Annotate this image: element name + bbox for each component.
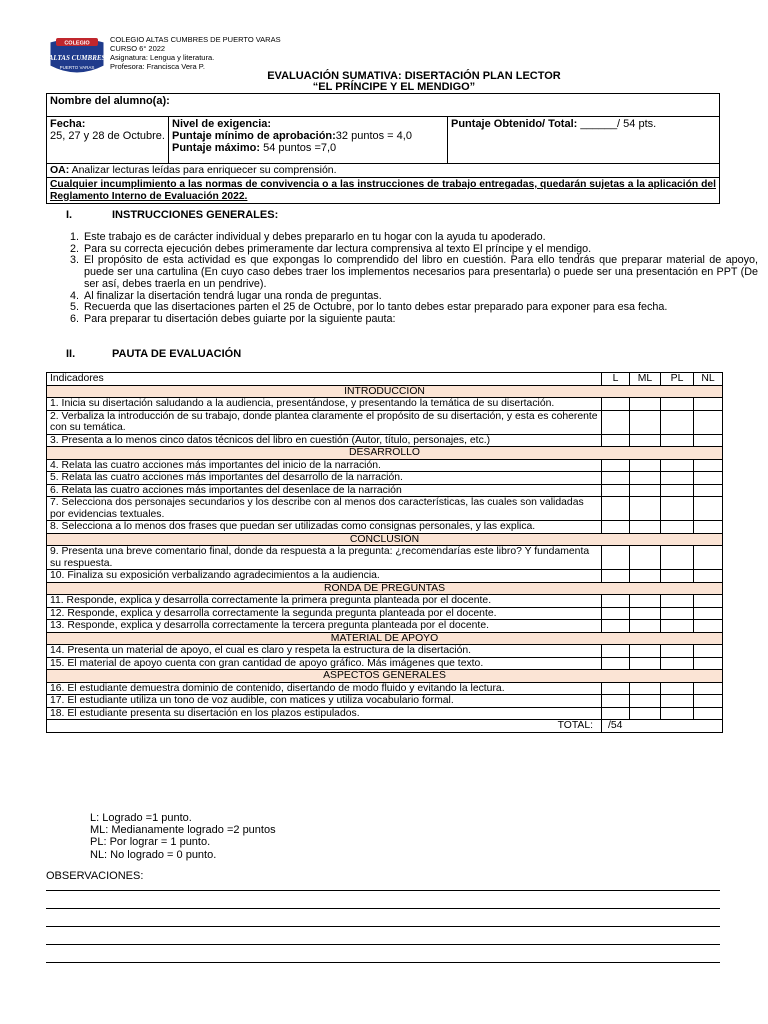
score-cell-ml[interactable]: [630, 645, 661, 658]
teacher: Profesora: Francisca Vera P.: [110, 62, 205, 71]
score-cell-l[interactable]: [602, 707, 630, 720]
rubric-indicator-row: [47, 607, 723, 620]
instruction-item: 6. Para preparar tu disertación debes guiarte por la siguiente pauta:: [82, 314, 758, 326]
subject: Asignatura: Lengua y literatura.: [110, 53, 215, 62]
indicator-text: 12. Responde, explica y desarrolla correctamente la segunda pregunta planteada por el docente.: [47, 607, 602, 620]
score-cell-ml[interactable]: [630, 546, 661, 570]
col-pl-header: PL: [661, 373, 694, 386]
school-header: [110, 35, 281, 71]
indicator-text: 5. Relata las cuatro acciones más importantes del desarrollo de la narración.: [47, 472, 602, 485]
document-title: EVALUACIÓN SUMATIVA: DISERTACIÓN PLAN LECTOR: [267, 70, 561, 82]
observation-line[interactable]: [46, 944, 720, 945]
instruction-item: 4. Al finalizar la disertación tendrá lugar una ronda de preguntas.: [82, 291, 758, 303]
score-cell-nl[interactable]: [694, 484, 723, 497]
score-cell-ml[interactable]: [630, 459, 661, 472]
rubric-category-title: CONCLUSIÓN: [47, 533, 723, 546]
score-cell-ml[interactable]: [630, 434, 661, 447]
instructions-list: [46, 232, 758, 326]
rubric-indicator-row: [47, 707, 723, 720]
score-cell-l[interactable]: [602, 570, 630, 583]
score-cell-l[interactable]: [602, 434, 630, 447]
legend-item: ML: Medianamente logrado =2 puntos: [90, 824, 276, 837]
score-cell-pl[interactable]: [661, 497, 694, 521]
student-name-field[interactable]: Nombre del alumno(a):: [47, 94, 720, 117]
rubric-indicator-row: [47, 484, 723, 497]
score-cell-l[interactable]: [602, 620, 630, 633]
requirement-cell: [169, 117, 448, 164]
min-score-label: Puntaje mínimo de aprobación:: [172, 130, 336, 142]
indicator-text: 18. El estudiante presenta su disertación en los plazos estipulados.: [47, 707, 602, 720]
indicator-text: 17. El estudiante utiliza un tono de voz audible, con matices y utiliza vocabulario formal.: [47, 695, 602, 708]
score-cell-l[interactable]: [602, 607, 630, 620]
rubric-table: [46, 372, 723, 733]
section-rubric-heading: [66, 348, 241, 360]
rubric-category-title: ASPECTOS GENERALES: [47, 670, 723, 683]
date-label: Fecha:: [50, 118, 86, 130]
rubric-indicator-row: [47, 620, 723, 633]
section-number: I.: [66, 209, 73, 221]
score-cell-pl[interactable]: [661, 472, 694, 485]
max-score-value: 54 puntos =7,0: [260, 142, 337, 154]
rubric-indicator-row: [47, 521, 723, 534]
svg-text:ALTAS CUMBRES: ALTAS CUMBRES: [48, 54, 106, 62]
score-cell-pl[interactable]: [661, 682, 694, 695]
score-cell-l[interactable]: [602, 484, 630, 497]
score-cell-pl[interactable]: [661, 484, 694, 497]
score-cell-ml[interactable]: [630, 707, 661, 720]
score-cell-pl[interactable]: [661, 620, 694, 633]
rubric-indicator-row: [47, 497, 723, 521]
rubric-category-row: [47, 582, 723, 595]
score-cell-nl[interactable]: [694, 595, 723, 608]
indicator-text: 11. Responde, explica y desarrolla correctamente la primera pregunta planteada por el docente.: [47, 595, 602, 608]
score-cell-ml[interactable]: [630, 607, 661, 620]
indicator-text: 16. El estudiante demuestra dominio de contenido, disertando de modo fluido y evitando la lectura.: [47, 682, 602, 695]
score-cell-nl[interactable]: [694, 497, 723, 521]
col-l-header: L: [602, 373, 630, 386]
indicator-text: 14. Presenta un material de apoyo, el cual es claro y respeta la estructura de la disertación.: [47, 645, 602, 658]
instruction-item: 3. El propósito de esta actividad es que expongas lo comprendido del libro en cuestión. Para ello tendrás que preparar material de apoyo, puede ser una cartulina (En cuyo caso debes traer los implementos necesarios para presentarla) o puede ser una presentación en PPT (De ser así, debes traerla en un pendrive).: [82, 255, 758, 290]
score-cell-ml[interactable]: [630, 657, 661, 670]
score-cell-l[interactable]: [602, 521, 630, 534]
score-cell-nl[interactable]: [694, 472, 723, 485]
score-legend: [90, 812, 276, 861]
score-cell-ml[interactable]: [630, 497, 661, 521]
score-cell-nl[interactable]: [694, 707, 723, 720]
rubric-indicator-row: [47, 459, 723, 472]
score-cell-pl[interactable]: [661, 410, 694, 434]
legend-item: L: Logrado =1 punto.: [90, 812, 192, 824]
rubric-category-row: [47, 632, 723, 645]
score-cell-nl[interactable]: [694, 398, 723, 411]
date-value: 25, 27 y 28 de Octubre.: [50, 130, 165, 142]
level-label: Nivel de exigencia:: [172, 118, 272, 130]
total-label: TOTAL:: [47, 720, 602, 733]
svg-text:COLEGIO: COLEGIO: [64, 40, 90, 47]
indicator-text: 8. Selecciona a lo menos dos frases que puedan ser utilizadas como consignas personales, y las explica.: [47, 521, 602, 534]
rubric-category-row: [47, 533, 723, 546]
score-cell-pl[interactable]: [661, 546, 694, 570]
oa-row: [47, 164, 720, 178]
rubric-indicator-row: [47, 682, 723, 695]
rubric-category-title: INTRODUCCIÓN: [47, 385, 723, 398]
score-cell-ml[interactable]: [630, 595, 661, 608]
score-cell-pl[interactable]: [661, 607, 694, 620]
indicator-text: 13. Responde, explica y desarrolla correctamente la tercera pregunta planteada por el docente.: [47, 620, 602, 633]
rubric-category-title: RONDA DE PREGUNTAS: [47, 582, 723, 595]
score-cell-pl[interactable]: [661, 398, 694, 411]
oa-value: Analizar lecturas leídas para enriquecer su comprensión.: [69, 164, 337, 176]
rubric-indicator-row: [47, 570, 723, 583]
rubric-header-row: [47, 373, 723, 386]
rubric-indicator-row: [47, 657, 723, 670]
score-cell-nl[interactable]: [694, 620, 723, 633]
score-cell-l[interactable]: [602, 459, 630, 472]
indicator-text: 1. Inicia su disertación saludando a la audiencia, presentándose, y presentando la temática de su disertación.: [47, 398, 602, 411]
indicator-text: 9. Presenta una breve comentario final, donde da respuesta a la pregunta: ¿recomendarías este libro? Y fundamenta su respuesta.: [47, 546, 602, 570]
score-cell-pl[interactable]: [661, 459, 694, 472]
rubric-category-title: MATERIAL DE APOYO: [47, 632, 723, 645]
total-value[interactable]: /54: [602, 720, 723, 733]
rubric-indicator-row: [47, 398, 723, 411]
score-cell-ml[interactable]: [630, 570, 661, 583]
warning-note: Cualquier incumplimiento a las normas de convivencia o a las instrucciones de trabajo entregadas, quedarán sujetas a la aplicación del Reglamento Interno de Evaluación 2022.: [47, 178, 720, 204]
oa-label: OA:: [50, 164, 70, 176]
score-cell-ml[interactable]: [630, 521, 661, 534]
score-cell-ml[interactable]: [630, 682, 661, 695]
section-title: INSTRUCCIONES GENERALES:: [112, 209, 279, 221]
rubric-indicator-row: [47, 546, 723, 570]
score-cell-l[interactable]: [602, 645, 630, 658]
svg-text:PUERTO VARAS: PUERTO VARAS: [59, 65, 95, 70]
score-cell-ml[interactable]: [630, 410, 661, 434]
score-cell-nl[interactable]: [694, 607, 723, 620]
course: CURSO 6° 2022: [110, 44, 166, 53]
col-nl-header: NL: [694, 373, 723, 386]
score-cell-l[interactable]: [602, 497, 630, 521]
rubric-category-row: [47, 385, 723, 398]
indicators-header: Indicadores: [47, 373, 602, 386]
instruction-item: 2. Para su correcta ejecución debes primeramente dar lectura comprensiva al texto El príncipe y el mendigo.: [82, 244, 758, 256]
score-cell-ml[interactable]: [630, 398, 661, 411]
score-cell-pl[interactable]: [661, 595, 694, 608]
instruction-item: 1. Este trabajo es de carácter individual y debes prepararlo en tu hogar con la ayuda tu apoderado.: [82, 232, 758, 244]
score-cell-pl[interactable]: [661, 657, 694, 670]
score-cell-ml[interactable]: [630, 484, 661, 497]
legend-item: PL: Por lograr = 1 punto.: [90, 836, 211, 849]
score-cell-nl[interactable]: [694, 695, 723, 708]
rubric-category-row: [47, 670, 723, 683]
indicator-text: 15. El material de apoyo cuenta con gran cantidad de apoyo gráfico. Más imágenes que texto.: [47, 657, 602, 670]
indicator-text: 4. Relata las cuatro acciones más importantes del inicio de la narración.: [47, 459, 602, 472]
score-cell[interactable]: [448, 117, 720, 164]
score-cell-l[interactable]: [602, 472, 630, 485]
score-cell-nl[interactable]: [694, 682, 723, 695]
score-cell-ml[interactable]: [630, 472, 661, 485]
indicator-text: 3. Presenta a lo menos cinco datos técnicos del libro en cuestión (Autor, título, personajes, etc.): [47, 434, 602, 447]
rubric-indicator-row: [47, 410, 723, 434]
observations-label: OBSERVACIONES:: [46, 870, 144, 882]
score-cell-ml[interactable]: [630, 695, 661, 708]
student-info-table: [46, 93, 720, 204]
score-cell-l[interactable]: [602, 695, 630, 708]
score-cell-nl[interactable]: [694, 645, 723, 658]
score-cell-l[interactable]: [602, 410, 630, 434]
document-subtitle: “EL PRÍNCIPE Y EL MENDIGO”: [312, 81, 476, 93]
score-cell-pl[interactable]: [661, 707, 694, 720]
instruction-item: 5. Recuerda que las disertaciones parten el 25 de Octubre, por lo tanto debes estar preparado para exponer para esa fecha.: [82, 302, 758, 314]
rubric-indicator-row: [47, 595, 723, 608]
score-label: Puntaje Obtenido/ Total:: [451, 118, 578, 130]
indicator-text: 10. Finaliza su exposición verbalizando agradecimientos a la audiencia.: [47, 570, 602, 583]
rubric-category-row: [47, 447, 723, 460]
score-cell-l[interactable]: [602, 682, 630, 695]
score-cell-l[interactable]: [602, 657, 630, 670]
rubric-indicator-row: [47, 645, 723, 658]
score-cell-l[interactable]: [602, 595, 630, 608]
observation-line[interactable]: [46, 962, 720, 963]
score-cell-pl[interactable]: [661, 434, 694, 447]
rubric-indicator-row: [47, 472, 723, 485]
observation-line[interactable]: [46, 890, 720, 891]
score-cell-l[interactable]: [602, 398, 630, 411]
indicator-text: 6. Relata las cuatro acciones más importantes del desenlace de la narración: [47, 484, 602, 497]
observation-line[interactable]: [46, 926, 720, 927]
score-cell-nl[interactable]: [694, 521, 723, 534]
score-value: ______/ 54 pts.: [577, 118, 657, 130]
section-instructions-heading: [66, 209, 278, 221]
section-number: II.: [66, 348, 76, 360]
max-score-label: Puntaje máximo:: [172, 142, 261, 154]
date-cell: [47, 117, 169, 164]
score-cell-nl[interactable]: [694, 657, 723, 670]
min-score-value: 32 puntos = 4,0: [335, 130, 412, 142]
rubric-indicator-row: [47, 695, 723, 708]
rubric-total-row: [47, 720, 723, 733]
score-cell-nl[interactable]: [694, 410, 723, 434]
school-name: COLEGIO ALTAS CUMBRES DE PUERTO VARAS: [110, 35, 281, 44]
score-cell-l[interactable]: [602, 546, 630, 570]
section-title: PAUTA DE EVALUACIÓN: [112, 348, 242, 360]
indicator-text: 7. Selecciona dos personajes secundarios y los describe con al menos dos características, las cuales son validadas por evidencias textuales.: [47, 497, 602, 521]
observation-line[interactable]: [46, 908, 720, 909]
score-cell-pl[interactable]: [661, 695, 694, 708]
score-cell-nl[interactable]: [694, 459, 723, 472]
score-cell-ml[interactable]: [630, 620, 661, 633]
indicator-text: 2. Verbaliza la introducción de su trabajo, donde plantea claramente el propósito de su disertación, y esta es coherente con su temática.: [47, 410, 602, 434]
score-cell-nl[interactable]: [694, 570, 723, 583]
col-ml-header: ML: [630, 373, 661, 386]
rubric-category-title: DESARROLLO: [47, 447, 723, 460]
legend-item: NL: No logrado = 0 punto.: [90, 848, 217, 861]
rubric-indicator-row: [47, 434, 723, 447]
score-cell-pl[interactable]: [661, 521, 694, 534]
score-cell-nl[interactable]: [694, 546, 723, 570]
score-cell-pl[interactable]: [661, 570, 694, 583]
score-cell-pl[interactable]: [661, 645, 694, 658]
score-cell-nl[interactable]: [694, 434, 723, 447]
